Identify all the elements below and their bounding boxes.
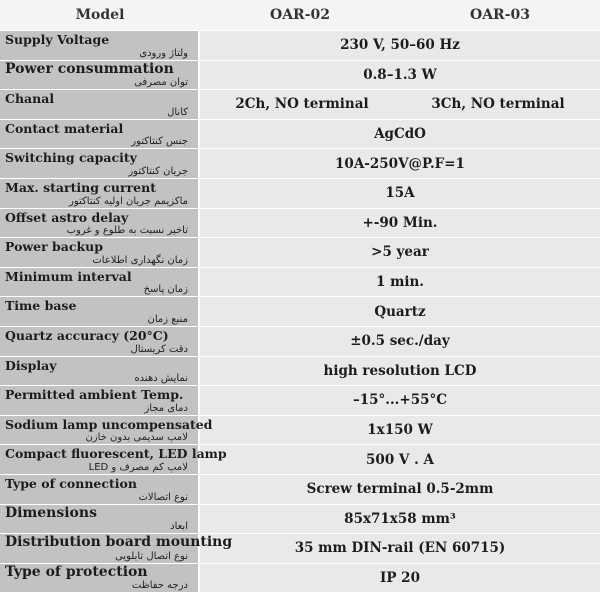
spec-label-en: Minimum interval bbox=[5, 268, 132, 284]
spec-label-en: Quartz accuracy (20°C) bbox=[5, 327, 169, 343]
spec-label-en: Supply Voltage bbox=[5, 32, 110, 47]
spec-value: +-90 Min. bbox=[200, 209, 600, 238]
spec-label-en: Power backup bbox=[5, 239, 103, 255]
spec-row-dimensions bbox=[0, 505, 600, 535]
spec-row-switching-capacity bbox=[0, 149, 600, 179]
spec-label-fa: زمان پاسخ bbox=[143, 284, 188, 296]
spec-value bbox=[200, 90, 600, 119]
spec-label-en: Switching capacity bbox=[5, 150, 137, 166]
spec-label-fa: دقت کریستال bbox=[130, 343, 188, 355]
spec-label-fa: درجه حفاظت bbox=[131, 580, 188, 592]
spec-label-en: Chanal bbox=[5, 91, 55, 107]
spec-row-contact-material bbox=[0, 120, 600, 150]
spec-label bbox=[0, 31, 200, 60]
spec-label-en: Distribution board mounting bbox=[5, 534, 233, 551]
spec-label-en: Sodium lamp uncompensated bbox=[5, 416, 213, 432]
spec-label-fa: لامپ سدیمی بدون خازن bbox=[85, 432, 188, 444]
spec-row-compact-fluorescent bbox=[0, 445, 600, 475]
spec-row-type-of-protection bbox=[0, 564, 600, 594]
header-model: Model bbox=[75, 7, 125, 23]
spec-label-fa: کانال bbox=[167, 106, 188, 118]
table-header bbox=[0, 0, 600, 31]
spec-label bbox=[0, 149, 200, 178]
spec-value: 35 mm DIN-rail (EN 60715) bbox=[200, 534, 600, 563]
spec-row-minimum-interval bbox=[0, 268, 600, 298]
spec-value: Quartz bbox=[200, 297, 600, 326]
spec-label-fa: ماکزیمم جریان اولیه کنتاکتور bbox=[69, 195, 188, 207]
spec-value: AgCdO bbox=[200, 120, 600, 149]
spec-label bbox=[0, 268, 200, 297]
spec-label-fa: تاخیر نسبت به طلوع و غروب bbox=[66, 225, 188, 237]
spec-label bbox=[0, 357, 200, 386]
spec-value: 85x71x58 mm³ bbox=[200, 505, 600, 534]
spec-label bbox=[0, 445, 227, 474]
spec-label bbox=[0, 209, 200, 238]
spec-label-en: Offset astro delay bbox=[5, 209, 129, 225]
spec-label-fa: توان مصرفی bbox=[134, 77, 188, 89]
spec-row-type-of-connection bbox=[0, 475, 600, 505]
spec-row-display bbox=[0, 357, 600, 387]
spec-label-fa: منبع زمان bbox=[147, 313, 188, 325]
spec-row-offset-astro-delay bbox=[0, 209, 600, 239]
spec-row-sodium-lamp bbox=[0, 416, 600, 446]
spec-value-oar-03: 3Ch, NO terminal bbox=[431, 96, 565, 113]
spec-label bbox=[0, 475, 200, 504]
spec-label-en: Contact material bbox=[5, 120, 124, 136]
spec-label-fa: نوع اتصال تابلویی bbox=[114, 550, 188, 562]
spec-label bbox=[0, 61, 200, 90]
spec-value: 500 V . A bbox=[200, 445, 600, 474]
spec-value: 15A bbox=[200, 179, 600, 208]
spec-row-power-backup bbox=[0, 238, 600, 268]
spec-value: 10A-250V@P.F=1 bbox=[200, 149, 600, 178]
spec-label-fa: زمان نگهداری اطلاعات bbox=[92, 254, 188, 266]
spec-label-en: Power consummation bbox=[5, 60, 174, 77]
spec-value: –15°...+55°C bbox=[200, 386, 600, 415]
header-oar-03: OAR-03 bbox=[470, 7, 530, 23]
spec-row-quartz-accuracy bbox=[0, 327, 600, 357]
spec-label-en: Type of protection bbox=[5, 563, 148, 580]
spec-label-fa: ولتاژ ورودی bbox=[139, 47, 188, 59]
spec-value: 0.8–1.3 W bbox=[200, 61, 600, 90]
spec-label bbox=[0, 238, 200, 267]
spec-label-en: Time base bbox=[5, 298, 77, 314]
spec-label-fa: نمایش دهنده bbox=[134, 373, 188, 385]
spec-label-fa: دمای مجاز bbox=[144, 402, 188, 414]
spec-row-max-starting-current bbox=[0, 179, 600, 209]
header-oar-02: OAR-02 bbox=[270, 7, 330, 23]
spec-row-time-base bbox=[0, 297, 600, 327]
spec-label bbox=[0, 90, 200, 119]
spec-label-en: Compact fluorescent, LED lamp bbox=[5, 446, 227, 462]
spec-value: 230 V, 50–60 Hz bbox=[200, 31, 600, 60]
spec-label-fa: جنس کنتاکتور bbox=[131, 136, 188, 148]
spec-value: ±0.5 sec./day bbox=[200, 327, 600, 356]
spec-label-fa: ابعاد bbox=[170, 521, 188, 533]
spec-label-en: Dimensions bbox=[5, 504, 97, 521]
spec-label bbox=[0, 179, 200, 208]
spec-label-fa: لامپ کم مصرف و LED bbox=[88, 461, 188, 473]
spec-value: IP 20 bbox=[200, 564, 600, 593]
spec-value: high resolution LCD bbox=[200, 357, 600, 386]
spec-label bbox=[0, 564, 200, 593]
spec-value: >5 year bbox=[200, 238, 600, 267]
spec-value: 1 min. bbox=[200, 268, 600, 297]
spec-label bbox=[0, 505, 200, 534]
spec-value: Screw terminal 0.5-2mm bbox=[200, 475, 600, 504]
spec-row-ambient-temp bbox=[0, 386, 600, 416]
spec-value-oar-02: 2Ch, NO terminal bbox=[235, 96, 369, 113]
spec-label bbox=[0, 120, 200, 149]
spec-row-din-rail bbox=[0, 534, 600, 564]
spec-label-fa: نوع اتصالات bbox=[138, 491, 188, 503]
spec-value: 1x150 W bbox=[200, 416, 600, 445]
spec-label-en: Type of connection bbox=[5, 475, 137, 491]
spec-label bbox=[0, 534, 233, 563]
spec-label bbox=[0, 386, 200, 415]
spec-label bbox=[0, 297, 200, 326]
spec-row-supply-voltage bbox=[0, 31, 600, 61]
spec-label-en: Permitted ambient Temp. bbox=[5, 387, 184, 403]
spec-row-power-consumption bbox=[0, 61, 600, 91]
spec-label-en: Display bbox=[5, 357, 57, 373]
spec-label bbox=[0, 416, 213, 445]
spec-label-fa: جریان کنتاکتور bbox=[128, 165, 188, 177]
spec-label bbox=[0, 327, 200, 356]
spec-row-channel bbox=[0, 90, 600, 120]
spec-label-en: Max. starting current bbox=[5, 179, 156, 195]
